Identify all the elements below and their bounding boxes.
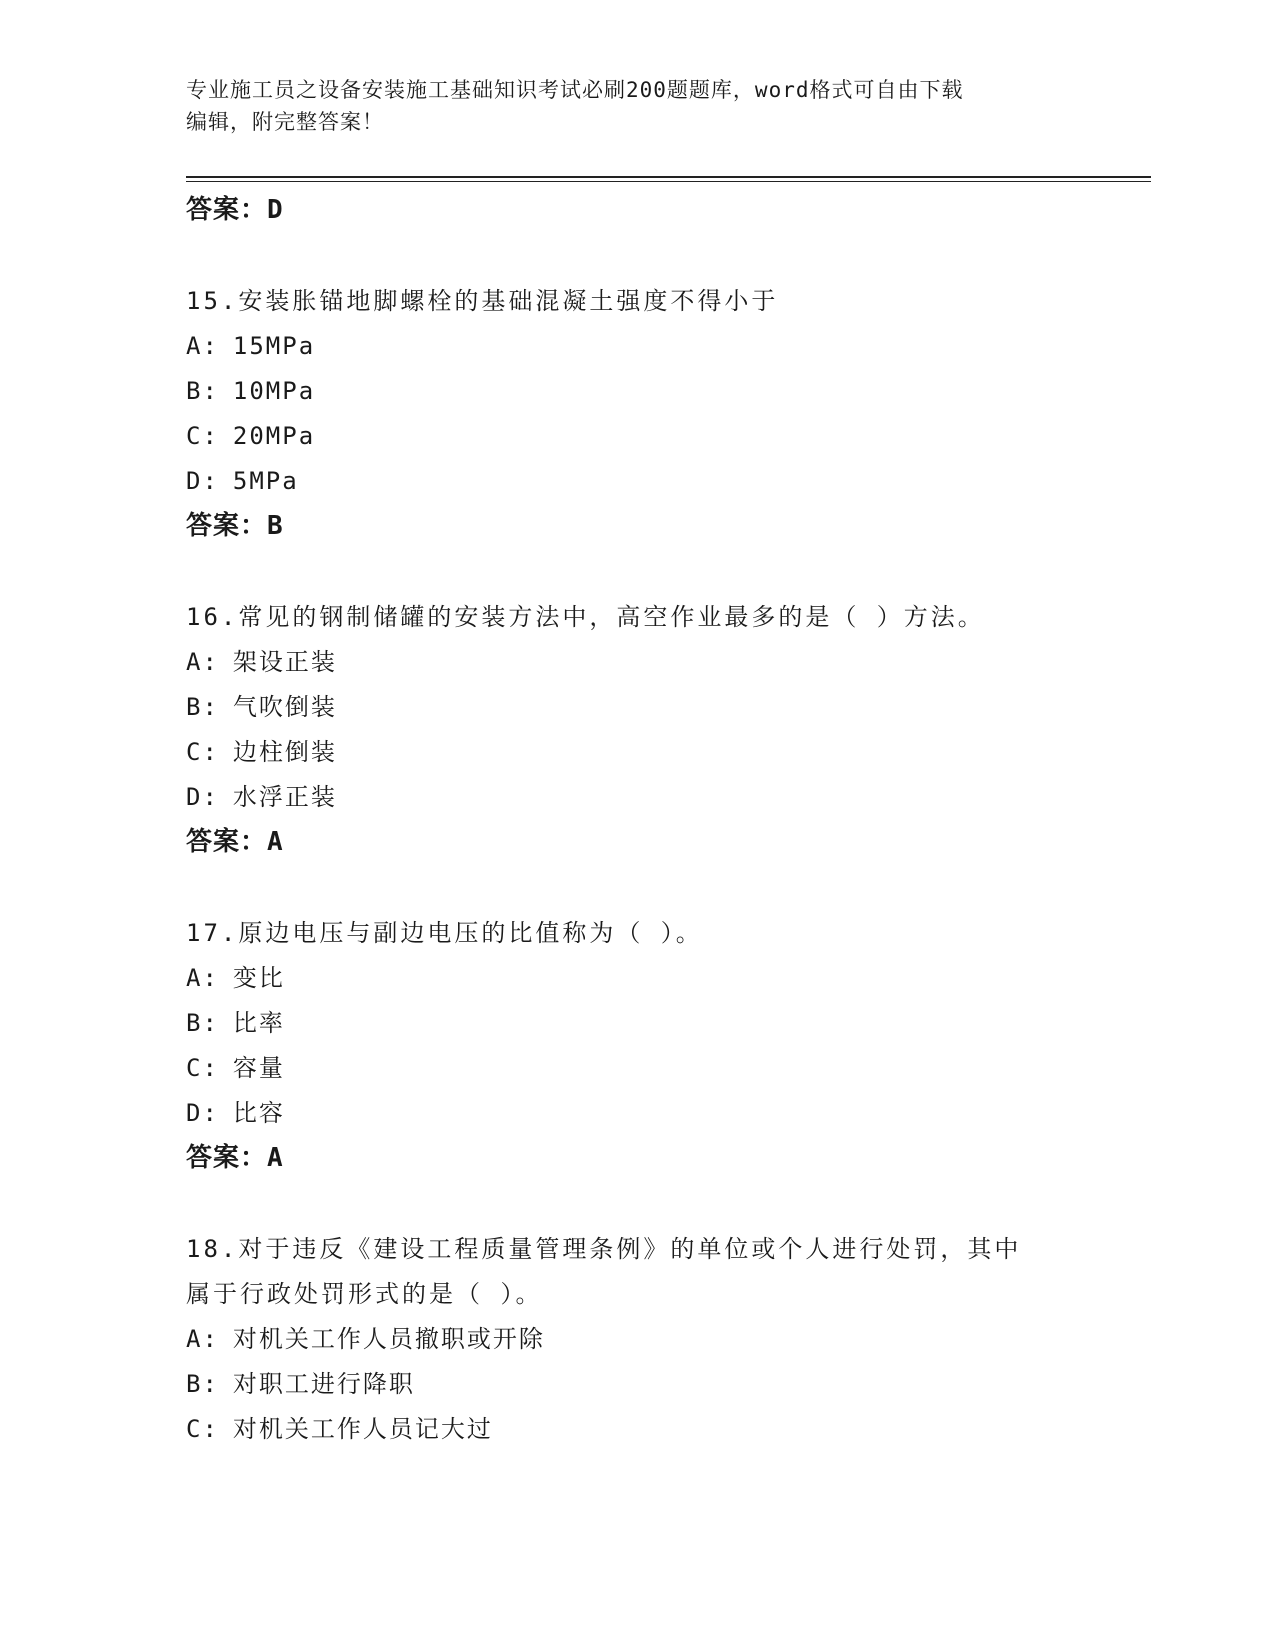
spacer [186, 865, 1086, 911]
option-d [186, 775, 1086, 820]
option-text: 对机关工作人员记大过 [232, 1415, 493, 1443]
question-text-line-2: 属于行政处罚形式的是（ ）。 [186, 1280, 543, 1308]
option-text: 水浮正装 [232, 783, 337, 811]
question-text: 17.原边电压与副边电压的比值称为（ ）。 [186, 919, 703, 947]
question-text: 16.常见的钢制储罐的安装方法中，高空作业最多的是（ ）方法。 [186, 603, 985, 631]
option-text: 对机关工作人员撤职或开除 [232, 1325, 545, 1353]
option-c [186, 414, 1086, 459]
option-text: 20MPa [232, 422, 316, 450]
answer-line: 答案：D [186, 195, 284, 225]
option-text: 架设正装 [232, 648, 337, 676]
header-line-2: 编辑，附完整答案！ [186, 110, 384, 134]
option-text: 比容 [232, 1099, 285, 1127]
option-text: 边柱倒装 [232, 738, 337, 766]
option-key: B: [186, 693, 219, 721]
spacer [186, 549, 1086, 595]
header-divider-thin [186, 181, 1151, 182]
question-block [186, 595, 1086, 865]
document-header [186, 74, 1066, 138]
option-key: A: [186, 332, 219, 360]
option-key: C: [186, 738, 219, 766]
option-text: 5MPa [232, 467, 299, 495]
option-key: A: [186, 648, 219, 676]
option-text: 变比 [232, 964, 285, 992]
option-d [186, 1091, 1086, 1136]
option-key: B: [186, 1009, 219, 1037]
option-a [186, 956, 1086, 1001]
question-list [186, 188, 1086, 1452]
option-key: D: [186, 783, 219, 811]
question-block [186, 911, 1086, 1181]
option-text: 比率 [232, 1009, 285, 1037]
option-key: C: [186, 1415, 219, 1443]
question-text: 15.安装胀锚地脚螺栓的基础混凝土强度不得小于 [186, 287, 779, 315]
option-c [186, 1407, 1086, 1452]
question-block [186, 279, 1086, 549]
answer-line: 答案：B [186, 511, 284, 541]
option-text: 对职工进行降职 [232, 1370, 415, 1398]
option-key: A: [186, 1325, 219, 1353]
option-text: 15MPa [232, 332, 316, 360]
spacer [186, 1181, 1086, 1227]
option-key: C: [186, 1054, 219, 1082]
spacer [186, 233, 1086, 279]
header-line-1: 专业施工员之设备安装施工基础知识考试必刷200题题库，word格式可自由下载 [186, 78, 964, 102]
option-b [186, 1362, 1086, 1407]
option-key: D: [186, 1099, 219, 1127]
option-b [186, 685, 1086, 730]
option-c [186, 1046, 1086, 1091]
option-a [186, 324, 1086, 369]
option-text: 气吹倒装 [232, 693, 337, 721]
option-key: B: [186, 1370, 219, 1398]
header-divider [186, 176, 1151, 178]
option-a [186, 1317, 1086, 1362]
answer-line: 答案：A [186, 1143, 284, 1173]
option-b [186, 369, 1086, 414]
option-c [186, 730, 1086, 775]
option-key: D: [186, 467, 219, 495]
question-text-line-1: 18.对于违反《建设工程质量管理条例》的单位或个人进行处罚，其中 [186, 1235, 1022, 1263]
option-b [186, 1001, 1086, 1046]
option-key: B: [186, 377, 219, 405]
option-a [186, 640, 1086, 685]
option-d [186, 459, 1086, 504]
option-key: C: [186, 422, 219, 450]
option-key: A: [186, 964, 219, 992]
answer-line: 答案：A [186, 827, 284, 857]
option-text: 10MPa [232, 377, 316, 405]
option-text: 容量 [232, 1054, 285, 1082]
question-block [186, 1227, 1086, 1452]
